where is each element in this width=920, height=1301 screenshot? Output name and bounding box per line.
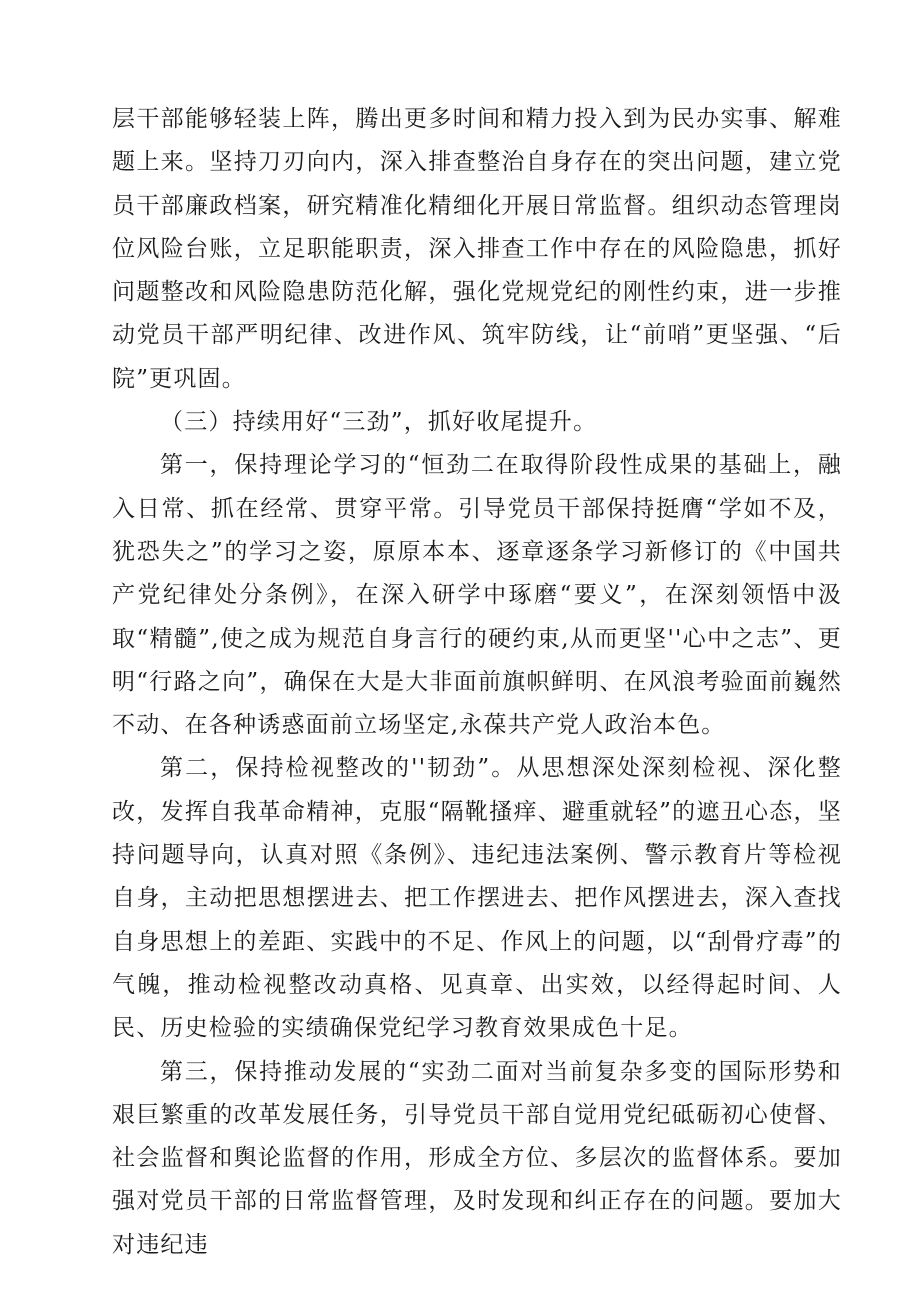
section-heading: （三）持续用好“三劲”，抓好收尾提升。 <box>160 409 598 436</box>
document-body <box>112 98 842 1267</box>
paragraph-first-point: 第一，保持理论学习的“恒劲二在取得阶段性成果的基础上，融入日常、抓在经常、贯穿平常。引导党员干部保持挺膺“学如不及，犹恐失之”的学习之姿，原原本本、逐章逐条学习新修订的《中国共产党纪律处分条例》，在深入研学中琢磨“要义”，在深刻领悟中汲取“精髓”,使之成为规范自身言行的硬约束,从而更坚''心中之志”、更明“行路之向”，确保在大是大非面前旗帜鲜明、在风浪考验面前巍然不动、在各种诱惑面前立场坚定,永葆共产党人政治本色。 <box>112 452 842 739</box>
paragraph-continuation: 层干部能够轻装上阵，腾出更多时间和精力投入到为民办实事、解难题上来。坚持刀刃向内，深入排查整治自身存在的突出问题，建立党员干部廉政档案，研究精准化精细化开展日常监督。组织动态管理岗位风险台账，立足职能职责，深入排查工作中存在的风险隐患，抓好问题整改和风险隐患防范化解，强化党规党纪的刚性约束，进一步推动党员干部严明纪律、改进作风、筑牢防线，让“前哨”更坚强、“后院”更巩固。 <box>112 106 842 392</box>
paragraph-second-point: 第二，保持检视整改的''韧劲”。从思想深处深刻检视、深化整改，发挥自我革命精神，克服“隔靴搔痒、避重就轻”的遮丑心态，坚持问题导向，认真对照《条例》、违纪违法案例、警示教育片等检视自身，主动把思想摆进去、把工作摆进去、把作风摆进去，深入查找自身思想上的差距、实践中的不足、作风上的问题，以“刮骨疗毒”的气魄，推动检视整改动真格、见真章、出实效，以经得起时间、人民、历史检验的实绩确保党纪学习教育效果成色十足。 <box>112 755 842 1042</box>
paragraph-third-point: 第三，保持推动发展的“实劲二面对当前复杂多变的国际形势和艰巨繁重的改革发展任务，引导党员干部自觉用党纪砥砺初心使督、社会监督和舆论监督的作用，形成全方位、多层次的监督体系。要加强对党员干部的日常监督管理，及时发现和纠正存在的问题。要加大对违纪违 <box>112 1058 842 1258</box>
